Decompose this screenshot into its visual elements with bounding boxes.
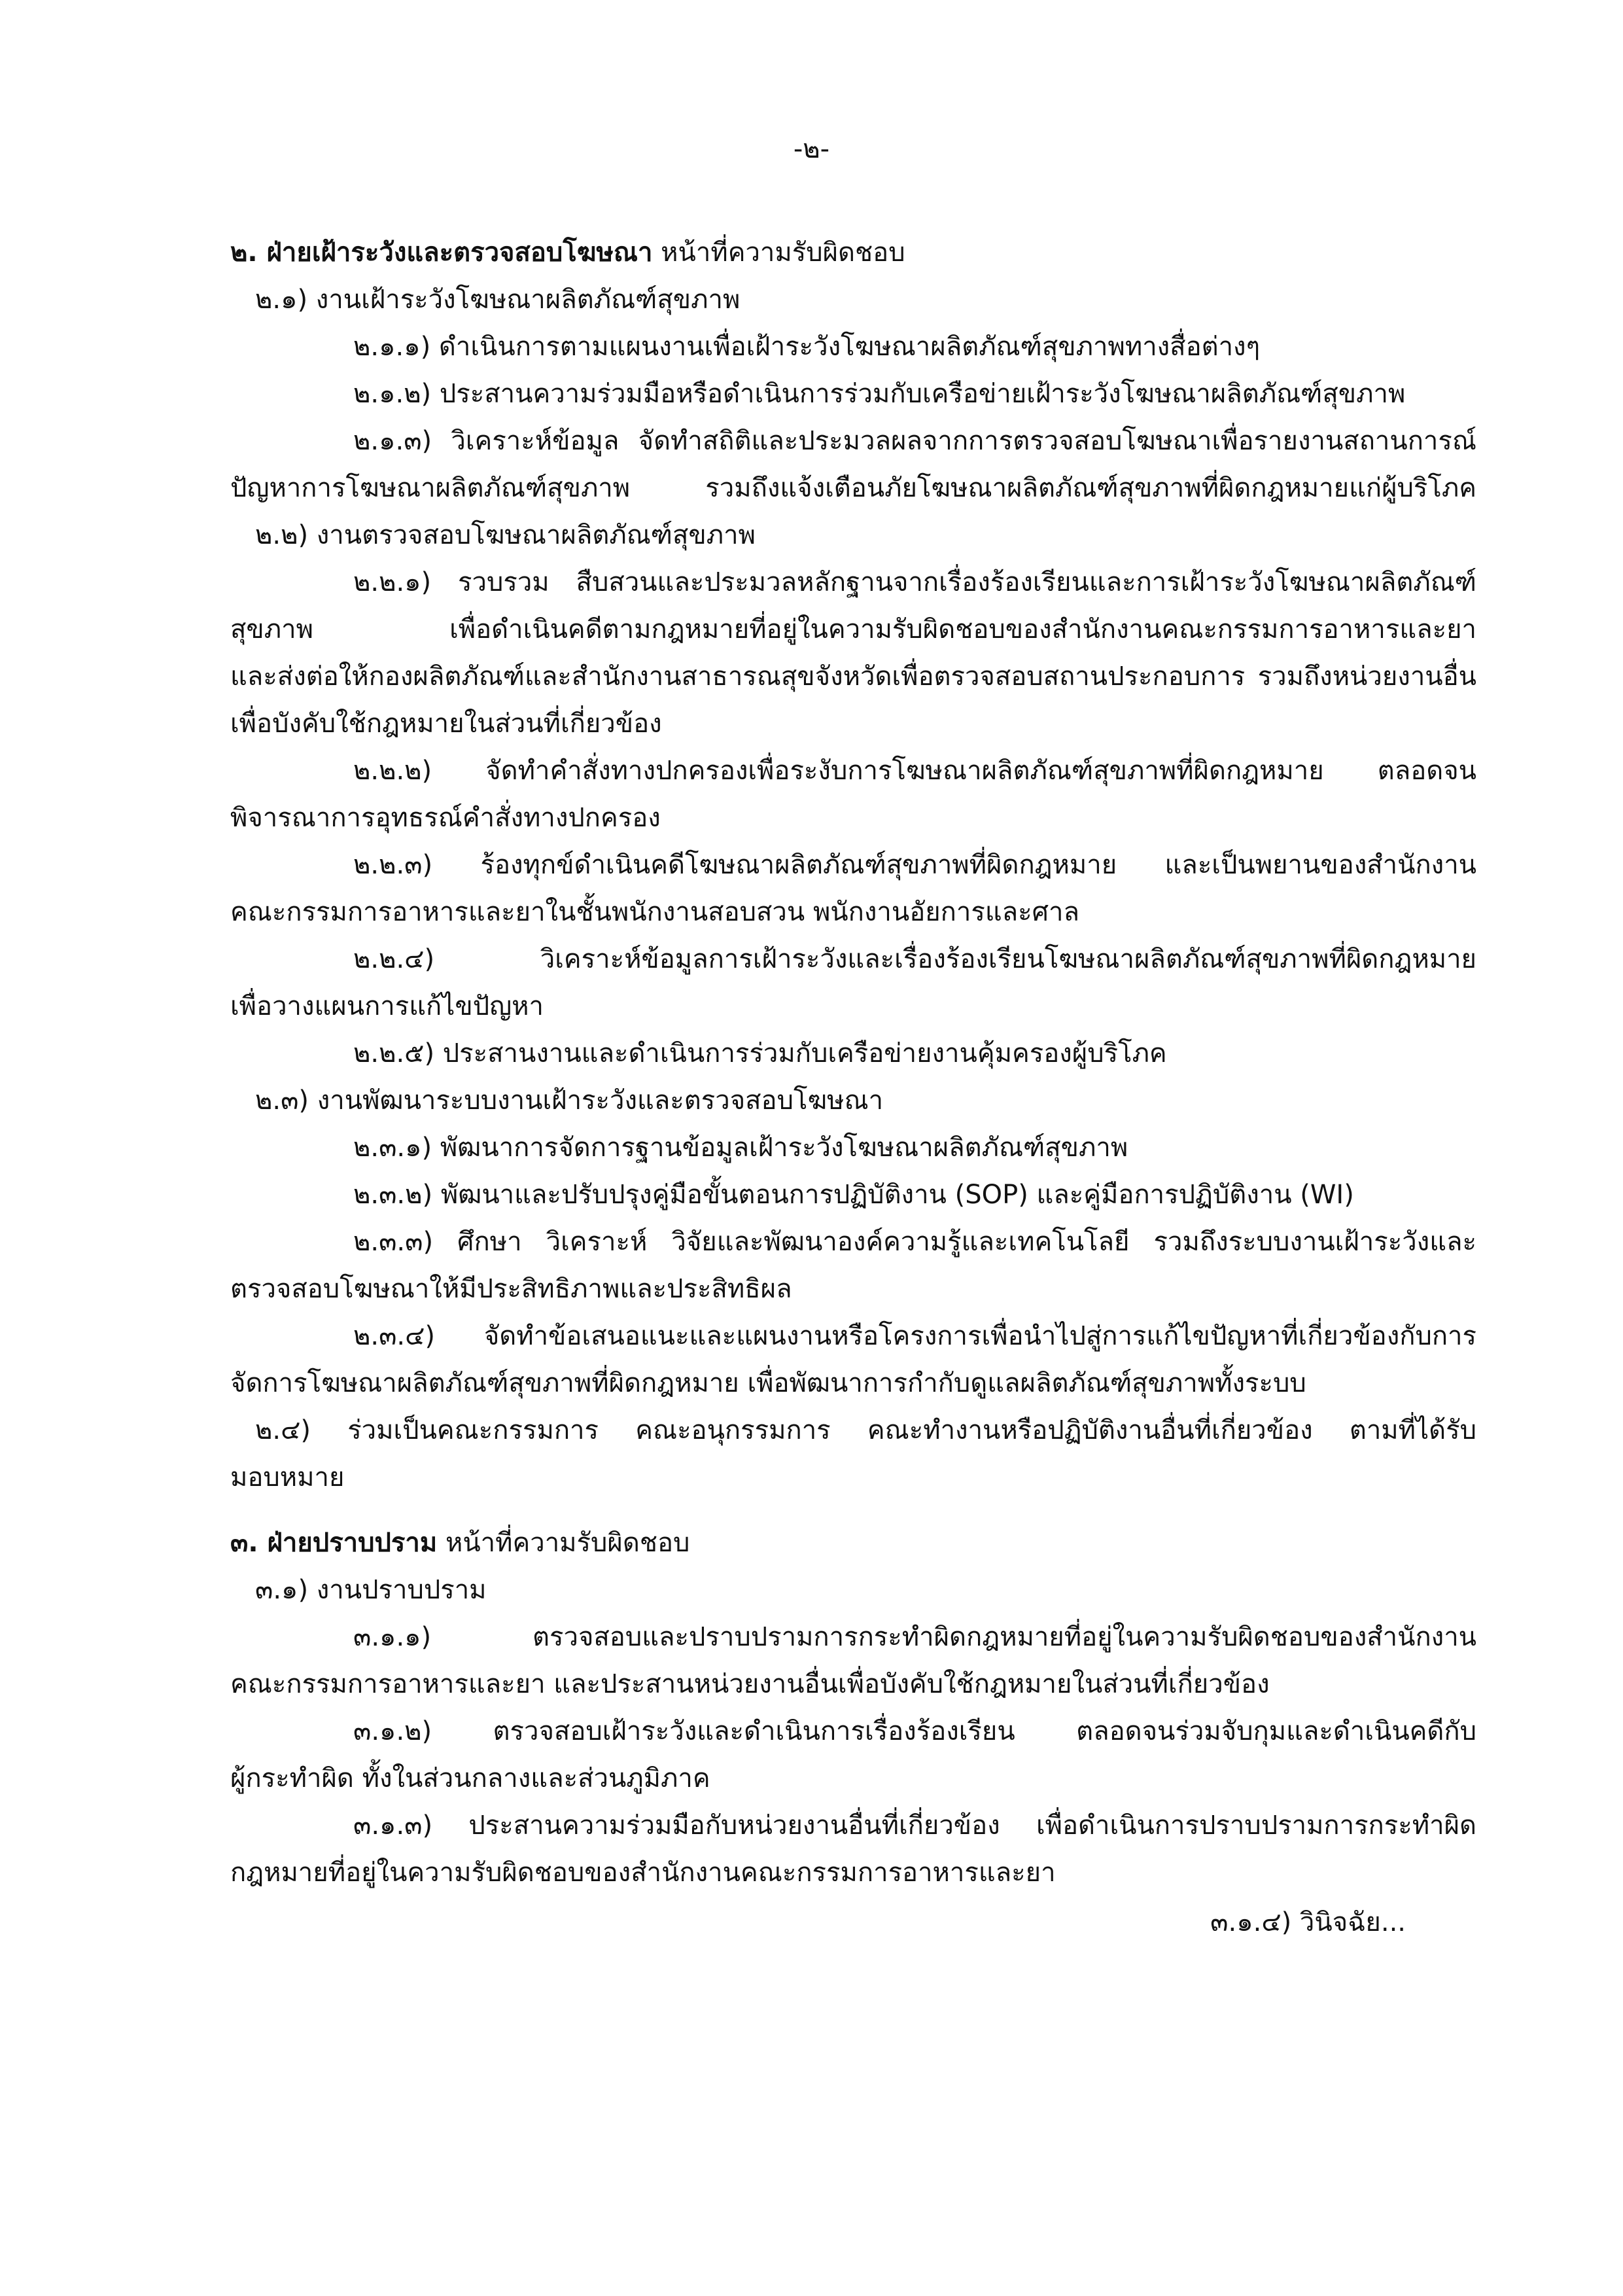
catchword: ๓.๑.๔) วินิจฉัย...	[1210, 1907, 1406, 1937]
section-3-title: ๓. ฝ่ายปราบปราม	[230, 1528, 438, 1558]
document-body	[230, 229, 1476, 1946]
item-2-4-line2: มอบหมาย	[230, 1462, 345, 1492]
item-2-3-3-line1: ๒.๓.๓) ศึกษา วิเคราะห์ วิจัยและพัฒนาองค์ความรู้และเทคโนโลยี รวมถึงระบบงานเฝ้าระวังและ	[353, 1227, 1476, 1257]
item-2-2-4-line1: ๒.๒.๔) วิเคราะห์ข้อมูลการเฝ้าระวังและเรื่องร้องเรียนโฆษณาผลิตภัณฑ์สุขภาพที่ผิดกฎหมาย	[353, 944, 1476, 974]
item-2-3-1: ๒.๓.๑) พัฒนาการจัดการฐานข้อมูลเฝ้าระวังโฆษณาผลิตภัณฑ์สุขภาพ	[353, 1133, 1128, 1163]
item-3-1-2-line2: ผู้กระทำผิด ทั้งในส่วนกลางและส่วนภูมิภาค	[230, 1763, 710, 1793]
item-3-1: ๓.๑) งานปราบปราม	[255, 1575, 487, 1605]
item-2-1: ๒.๑) งานเฝ้าระวังโฆษณาผลิตภัณฑ์สุขภาพ	[255, 285, 741, 315]
section-2-suffix: หน้าที่ความรับผิดชอบ	[652, 238, 905, 268]
item-2-4-line1: ๒.๔) ร่วมเป็นคณะกรรมการ คณะอนุกรรมการ คณะทำงานหรือปฏิบัติงานอื่นที่เกี่ยวข้อง ตามที่ได้รับ	[255, 1415, 1476, 1445]
item-2-2: ๒.๒) งานตรวจสอบโฆษณาผลิตภัณฑ์สุขภาพ	[255, 520, 756, 550]
section-spacer	[230, 1501, 1476, 1519]
item-3-1-3-line2: กฎหมายที่อยู่ในความรับผิดชอบของสำนักงานคณะกรรมการอาหารและยา	[230, 1858, 1056, 1888]
item-2-2-3-line2: คณะกรรมการอาหารและยาในชั้นพนักงานสอบสวน พนักงานอัยการและศาล	[230, 897, 1079, 927]
item-3-1-3-line1: ๓.๑.๓) ประสานความร่วมมือกับหน่วยงานอื่นที่เกี่ยวข้อง เพื่อดำเนินการปราบปรามการกระทำผิด	[353, 1810, 1476, 1841]
item-2-1-2: ๒.๑.๒) ประสานความร่วมมือหรือดำเนินการร่วมกับเครือข่ายเฝ้าระวังโฆษณาผลิตภัณฑ์สุขภาพ	[353, 379, 1406, 409]
item-2-2-1-line4: เพื่อบังคับใช้กฎหมายในส่วนที่เกี่ยวข้อง	[230, 709, 662, 739]
section-3-suffix: หน้าที่ความรับผิดชอบ	[437, 1528, 690, 1558]
item-2-1-1: ๒.๑.๑) ดำเนินการตามแผนงานเพื่อเฝ้าระวังโฆษณาผลิตภัณฑ์สุขภาพทางสื่อต่างๆ	[353, 332, 1261, 362]
item-2-3-4-line1: ๒.๓.๔) จัดทำข้อเสนอแนะและแผนงานหรือโครงการเพื่อนำไปสู่การแก้ไขปัญหาที่เกี่ยวข้องกับการ	[353, 1321, 1476, 1351]
item-3-1-1-line2: คณะกรรมการอาหารและยา และประสานหน่วยงานอื่นเพื่อบังคับใช้กฎหมายในส่วนที่เกี่ยวข้อง	[230, 1669, 1270, 1699]
item-2-3-4-line2: จัดการโฆษณาผลิตภัณฑ์สุขภาพที่ผิดกฎหมาย เพื่อพัฒนาการกำกับดูแลผลิตภัณฑ์สุขภาพทั้งระบบ	[230, 1368, 1306, 1398]
page-number: -๒-	[793, 134, 830, 164]
item-2-2-2-line1: ๒.๒.๒) จัดทำคำสั่งทางปกครองเพื่อระงับการโฆษณาผลิตภัณฑ์สุขภาพที่ผิดกฎหมาย ตลอดจน	[353, 756, 1476, 786]
item-2-1-3-line1: ๒.๑.๓) วิเคราะห์ข้อมูล จัดทำสถิติและประมวลผลจากการตรวจสอบโฆษณาเพื่อรายงานสถานการณ์	[353, 426, 1476, 456]
item-2-2-1-line3: และส่งต่อให้กองผลิตภัณฑ์และสำนักงานสาธารณสุขจังหวัดเพื่อตรวจสอบสถานประกอบการ รวมถึงหน่วยงานอื่น	[230, 662, 1476, 692]
item-2-2-1-line1: ๒.๒.๑) รวบรวม สืบสวนและประมวลหลักฐานจากเรื่องร้องเรียนและการเฝ้าระวังโฆษณาผลิตภัณฑ์	[353, 567, 1476, 597]
item-3-1-2-line1: ๓.๑.๒) ตรวจสอบเฝ้าระวังและดำเนินการเรื่องร้องเรียน ตลอดจนร่วมจับกุมและดำเนินคดีกับ	[353, 1716, 1476, 1746]
section-3-heading	[230, 1519, 1476, 1566]
item-2-3-2: ๒.๓.๒) พัฒนาและปรับปรุงคู่มือขั้นตอนการปฏิบัติงาน (SOP) และคู่มือการปฏิบัติงาน (WI)	[353, 1180, 1354, 1210]
item-2-2-1-line2: สุขภาพ เพื่อดำเนินคดีตามกฎหมายที่อยู่ในความรับผิดชอบของสำนักงานคณะกรรมการอาหารและยา	[230, 614, 1476, 645]
section-2-title: ๒. ฝ่ายเฝ้าระวังและตรวจสอบโฆษณา	[230, 238, 653, 268]
item-2-2-5: ๒.๒.๕) ประสานงานและดำเนินการร่วมกับเครือข่ายงานคุ้มครองผู้บริโภค	[353, 1038, 1167, 1069]
item-2-3-3-line2: ตรวจสอบโฆษณาให้มีประสิทธิภาพและประสิทธิผล	[230, 1274, 792, 1304]
item-3-1-1-line1: ๓.๑.๑) ตรวจสอบและปราบปรามการกระทำผิดกฎหมายที่อยู่ในความรับผิดชอบของสำนักงาน	[353, 1622, 1476, 1652]
item-2-3: ๒.๓) งานพัฒนาระบบงานเฝ้าระวังและตรวจสอบโฆษณา	[255, 1086, 884, 1116]
item-2-2-4-line2: เพื่อวางแผนการแก้ไขปัญหา	[230, 991, 544, 1021]
item-2-1-3-line2: ปัญหาการโฆษณาผลิตภัณฑ์สุขภาพ รวมถึงแจ้งเตือนภัยโฆษณาผลิตภัณฑ์สุขภาพที่ผิดกฎหมายแก่ผู้บริโภค	[230, 473, 1476, 503]
item-2-2-3-line1: ๒.๒.๓) ร้องทุกข์ดำเนินคดีโฆษณาผลิตภัณฑ์สุขภาพที่ผิดกฎหมาย และเป็นพยานของสำนักงาน	[353, 850, 1476, 880]
item-2-2-2-line2: พิจารณาการอุทธรณ์คำสั่งทางปกครอง	[230, 803, 661, 833]
section-2-heading	[230, 229, 1476, 276]
